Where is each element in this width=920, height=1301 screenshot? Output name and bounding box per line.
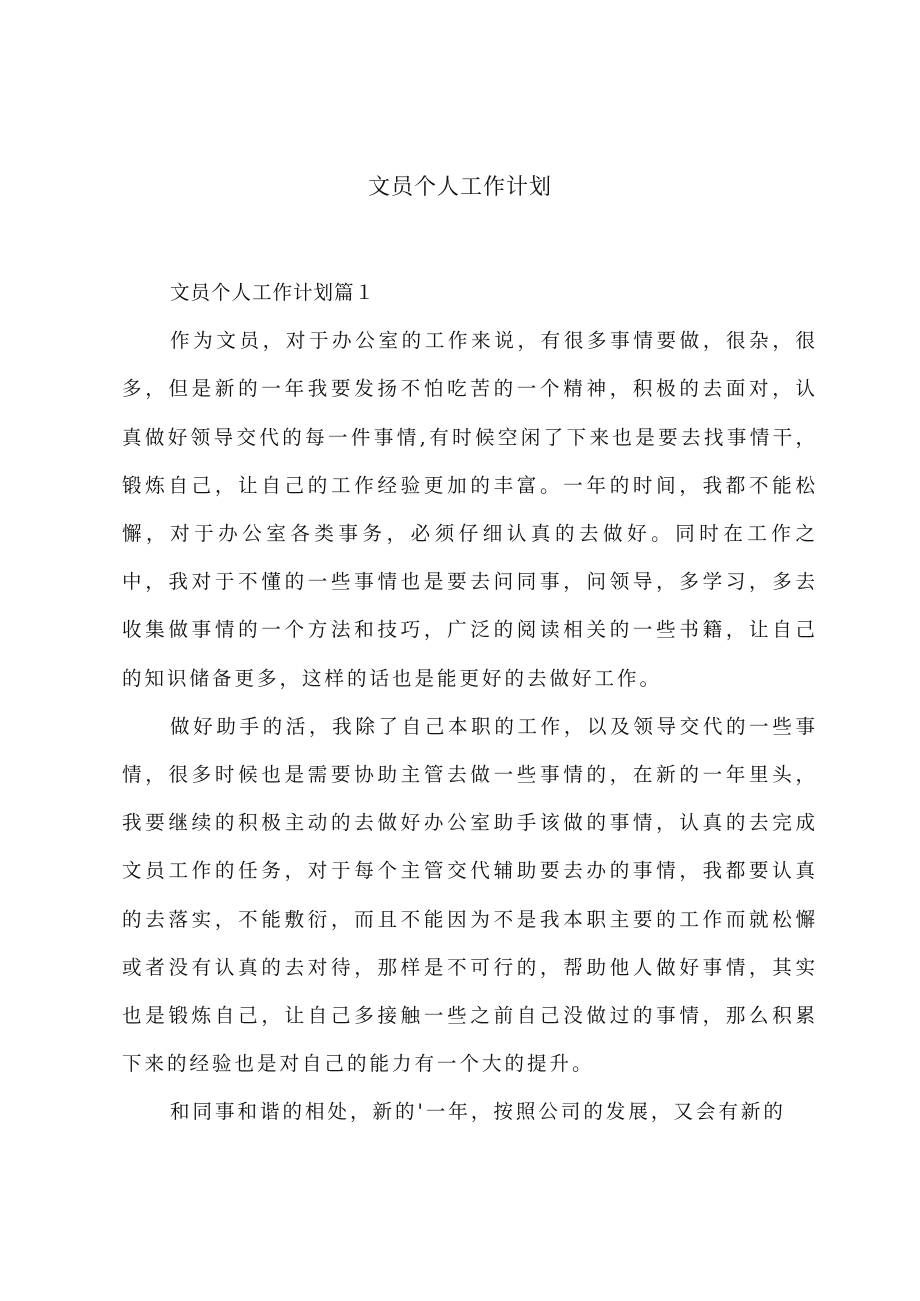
paragraph-1: 作为文员，对于办公室的工作来说，有很多事情要做，很杂，很多，但是新的一年我要发扬不怕吃苦的一个精神，积极的去面对，认真做好领导交代的每一件事情,有时候空闲了下来也是要去找事情干，锻炼自己，让自己的工作经验更加的丰富。一年的时间，我都不能松懈，对于办公室各类事务，必须仔细认真的去做好。同时在工作之中，我对于不懂的一些事情也是要去问同事，问领导，多学习，多去收集做事情的一个方法和技巧，广泛的阅读相关的一些书籍，让自己的知识储备更多，这样的话也是能更好的去做好工作。 — [122, 329, 818, 690]
document-body — [122, 269, 818, 1137]
document-title: 文员个人工作计划 — [367, 175, 552, 200]
section-heading: 文员个人工作计划篇１ — [170, 281, 376, 304]
paragraph-2: 做好助手的活，我除了自己本职的工作，以及领导交代的一些事情，很多时候也是需要协助主管去做一些事情的，在新的一年里头，我要继续的积极主动的去做好办公室助手该做的事情，认真的去完成文员工作的任务，对于每个主管交代辅助要去办的事情，我都要认真的去落实，不能敷衍，而且不能因为不是我本职主要的工作而就松懈或者没有认真的去对待，那样是不可行的，帮助他人做好事情，其实也是锻炼自己，让自己多接触一些之前自己没做过的事情，那么积累下来的经验也是对自己的能力有一个大的提升。 — [122, 714, 818, 1076]
paragraph-3: 和同事和谐的相处，新的'一年，按照公司的发展，又会有新的 — [170, 1100, 786, 1124]
